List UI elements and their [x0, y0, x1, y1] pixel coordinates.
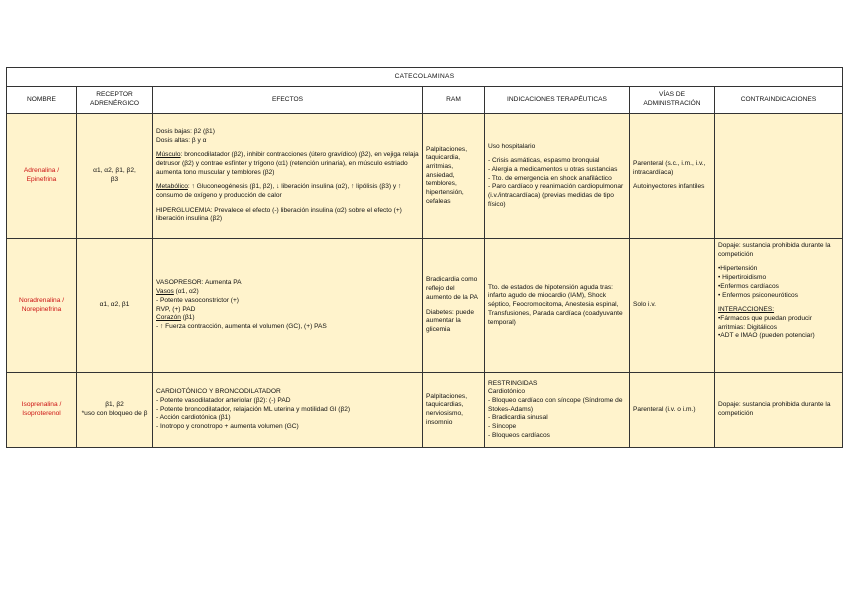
indications-cell: Tto. de estados de hipotensión aguda tras: infarto agudo de miocardio (IAM), Shock séptico, Feocromocitoma, Anestesia espinal, Transfusiones, Parada cardíaca (coadyuvante temporal)	[485, 239, 630, 373]
ram-cell: Palpitaciones, taquicardia, arritmias, ansiedad, temblores, hipertensión, cefaleas	[423, 114, 485, 239]
header-routes: VÍAS DE ADMINISTRACIÓN	[630, 87, 715, 114]
effects-line: Dosis bajas: β2 (β1)	[156, 127, 215, 135]
contra-interaction: •Fármacos que puedan producir arritmias: Digitálicos	[718, 314, 812, 331]
drug-name-line: Epinefrina	[26, 176, 57, 183]
effects-vessels	[156, 288, 419, 297]
effects-metabolic	[156, 183, 419, 200]
effects-muscle	[156, 151, 419, 177]
header-contraindications: CONTRAINDICACIONES	[715, 87, 843, 114]
effects-line: VASOPRESOR: Aumenta PA	[156, 279, 242, 287]
drug-name	[7, 239, 77, 373]
header-effects: EFECTOS	[153, 87, 423, 114]
header-indications: INDICACIONES TERAPÉUTICAS	[485, 87, 630, 114]
effects-line: - Potente vasoconstrictor (+)	[156, 296, 240, 304]
receptor-line: α1, α2, β1	[99, 301, 130, 309]
header-ram: RAM	[423, 87, 485, 114]
table-row-noradrenaline	[7, 239, 843, 373]
receptor-line: β1, β2	[105, 401, 124, 409]
contra-interaction: •ADT e IMAO (pueden potenciar)	[718, 332, 815, 340]
effects-line: - Potente vasodilatador arteriolar (β2): (-) PAD	[156, 396, 291, 404]
drug-name	[7, 373, 77, 448]
header-receptor: RECEPTOR ADRENÉRGICO	[77, 87, 153, 114]
contraindications-cell	[715, 114, 843, 239]
indications-subheading: Cardiotónico	[488, 388, 526, 396]
effects-heart-label: Corazón	[156, 314, 181, 322]
drug-name-line: Adrenalina /	[23, 167, 60, 175]
contra-item: •Enfermos cardíacos	[718, 282, 779, 290]
receptor-cell	[77, 114, 153, 239]
indication-item: - Bloqueo cardíaco con síncope (Síndrome de Stokes-Adams)	[488, 396, 623, 413]
effects-muscle-text: : broncodilatador (β2), inhibir contracciones (útero gravídico) (β2), en vejiga relaja detrusor (β2) y contrae esfínter y trígono (α1) (retención urinaria), en músculo estriado aumenta tono muscular y temblores (β2)	[156, 151, 419, 176]
drug-name-line: Isoprenalina /	[21, 401, 62, 409]
route-item: Parenteral (s.c., i.m., i.v., intracardíaca)	[633, 159, 706, 176]
effects-cell	[153, 239, 423, 373]
effects-cell	[153, 373, 423, 448]
ram-cell	[423, 239, 485, 373]
contra-interactions-label: INTERACCIONES:	[718, 306, 775, 314]
routes-cell	[630, 114, 715, 239]
routes-cell: Parenteral (i.v. o i.m.)	[630, 373, 715, 448]
indication-item: - Síncope	[488, 423, 517, 431]
receptor-cell	[77, 373, 153, 448]
indications-heading: Uso hospitalario	[488, 142, 536, 150]
indication-item: - Bloqueos cardíacos	[488, 431, 550, 439]
effects-vessels-text: (α1, α2)	[173, 288, 199, 296]
indications-cell	[485, 373, 630, 448]
route-item: Autoinyectores infantiles	[633, 183, 705, 191]
receptor-line: β3	[110, 176, 119, 183]
contraindications-cell: Dopaje: sustancia prohibida durante la competición	[715, 373, 843, 448]
drug-name-line: Isoproterenol	[22, 410, 61, 417]
contra-item: •Hipertensión	[718, 265, 758, 273]
contra-doping: Dopaje: sustancia prohibida durante la competición	[718, 242, 831, 258]
effects-line: Dosis altas: β y α	[156, 136, 207, 144]
drug-name-line: Noradrenalina /	[18, 296, 65, 304]
table-row-adrenaline	[7, 114, 843, 239]
indication-item: - Paro cardíaco y reanimación cardiopulmonar (i.v./intracardíaca) (previas medidas de tipo físico)	[488, 183, 624, 208]
indication-item: - Tto. de emergencia en shock anafiláctico	[488, 174, 612, 182]
effects-heart-text: (β1)	[180, 314, 195, 322]
effects-line: - Potente broncodilatador, relajación ML uterina y motilidad GI (β2)	[156, 405, 351, 413]
contraindications-cell	[715, 239, 843, 373]
effects-line: CARDIOTÓNICO Y BRONCODILATADOR	[156, 388, 281, 396]
effects-metabolic-label: Metabólico	[156, 183, 188, 191]
drug-name-line: Norepinefrina	[21, 305, 62, 313]
receptor-cell	[77, 239, 153, 373]
effects-line: - Inotropo y cronotropo + aumenta volumen (GC)	[156, 423, 299, 431]
effects-line: - Acción cardiotónica (β1)	[156, 414, 231, 422]
indication-item: - Alergia a medicamentos u otras sustancias	[488, 165, 618, 173]
indication-item: - Bradicardia sinusal	[488, 414, 548, 422]
table-row-isoprenaline	[7, 373, 843, 448]
drug-name	[7, 114, 77, 239]
effects-line: RVP, (+) PAD	[156, 305, 196, 313]
indications-heading: RESTRINGIDAS	[488, 379, 538, 387]
ram-cell: Palpitaciones, taquicardias, nerviosismo, insomnio	[423, 373, 485, 448]
effects-line: - ↑ Fuerza contracción, aumenta el volumen (GC), (+) PAS	[156, 322, 327, 330]
catecholamines-table	[6, 67, 843, 448]
effects-cell	[153, 114, 423, 239]
indication-item: - Crisis asmáticas, espasmo bronquial	[488, 157, 600, 165]
receptor-line: α1, α2, β1, β2,	[93, 167, 136, 175]
effects-hyperglycemia: HIPERGLUCEMIA: Prevalece el efecto (-) liberación insulina (α2) sobre el efecto (+) liberación insulina (β2)	[156, 206, 402, 223]
effects-vessels-label: Vasos	[156, 288, 174, 296]
ram-text: Bradicardia como reflejo del aumento de la PA	[426, 276, 478, 301]
receptor-line: *uso con bloqueo de β	[81, 410, 148, 417]
routes-cell: Solo i.v.	[630, 239, 715, 373]
effects-muscle-label: Músculo	[156, 151, 181, 159]
indications-cell	[485, 114, 630, 239]
contra-item: • Enfermos psiconeuróticos	[718, 291, 799, 299]
ram-text: Diabetes: puede aumentar la glicemia	[426, 308, 475, 333]
contra-item: • Hipertiroidismo	[718, 274, 767, 282]
effects-metabolic-text: : ↑ Gluconeogénesis (β1, β2), ↓ liberación insulina (α2), ↑ lipólisis (β3) y ↑ consumo de oxígeno y producción de calor	[156, 183, 402, 200]
effects-heart	[156, 314, 419, 323]
header-name: NOMBRE	[7, 87, 77, 114]
table-title: CATECOLAMINAS	[7, 68, 843, 87]
